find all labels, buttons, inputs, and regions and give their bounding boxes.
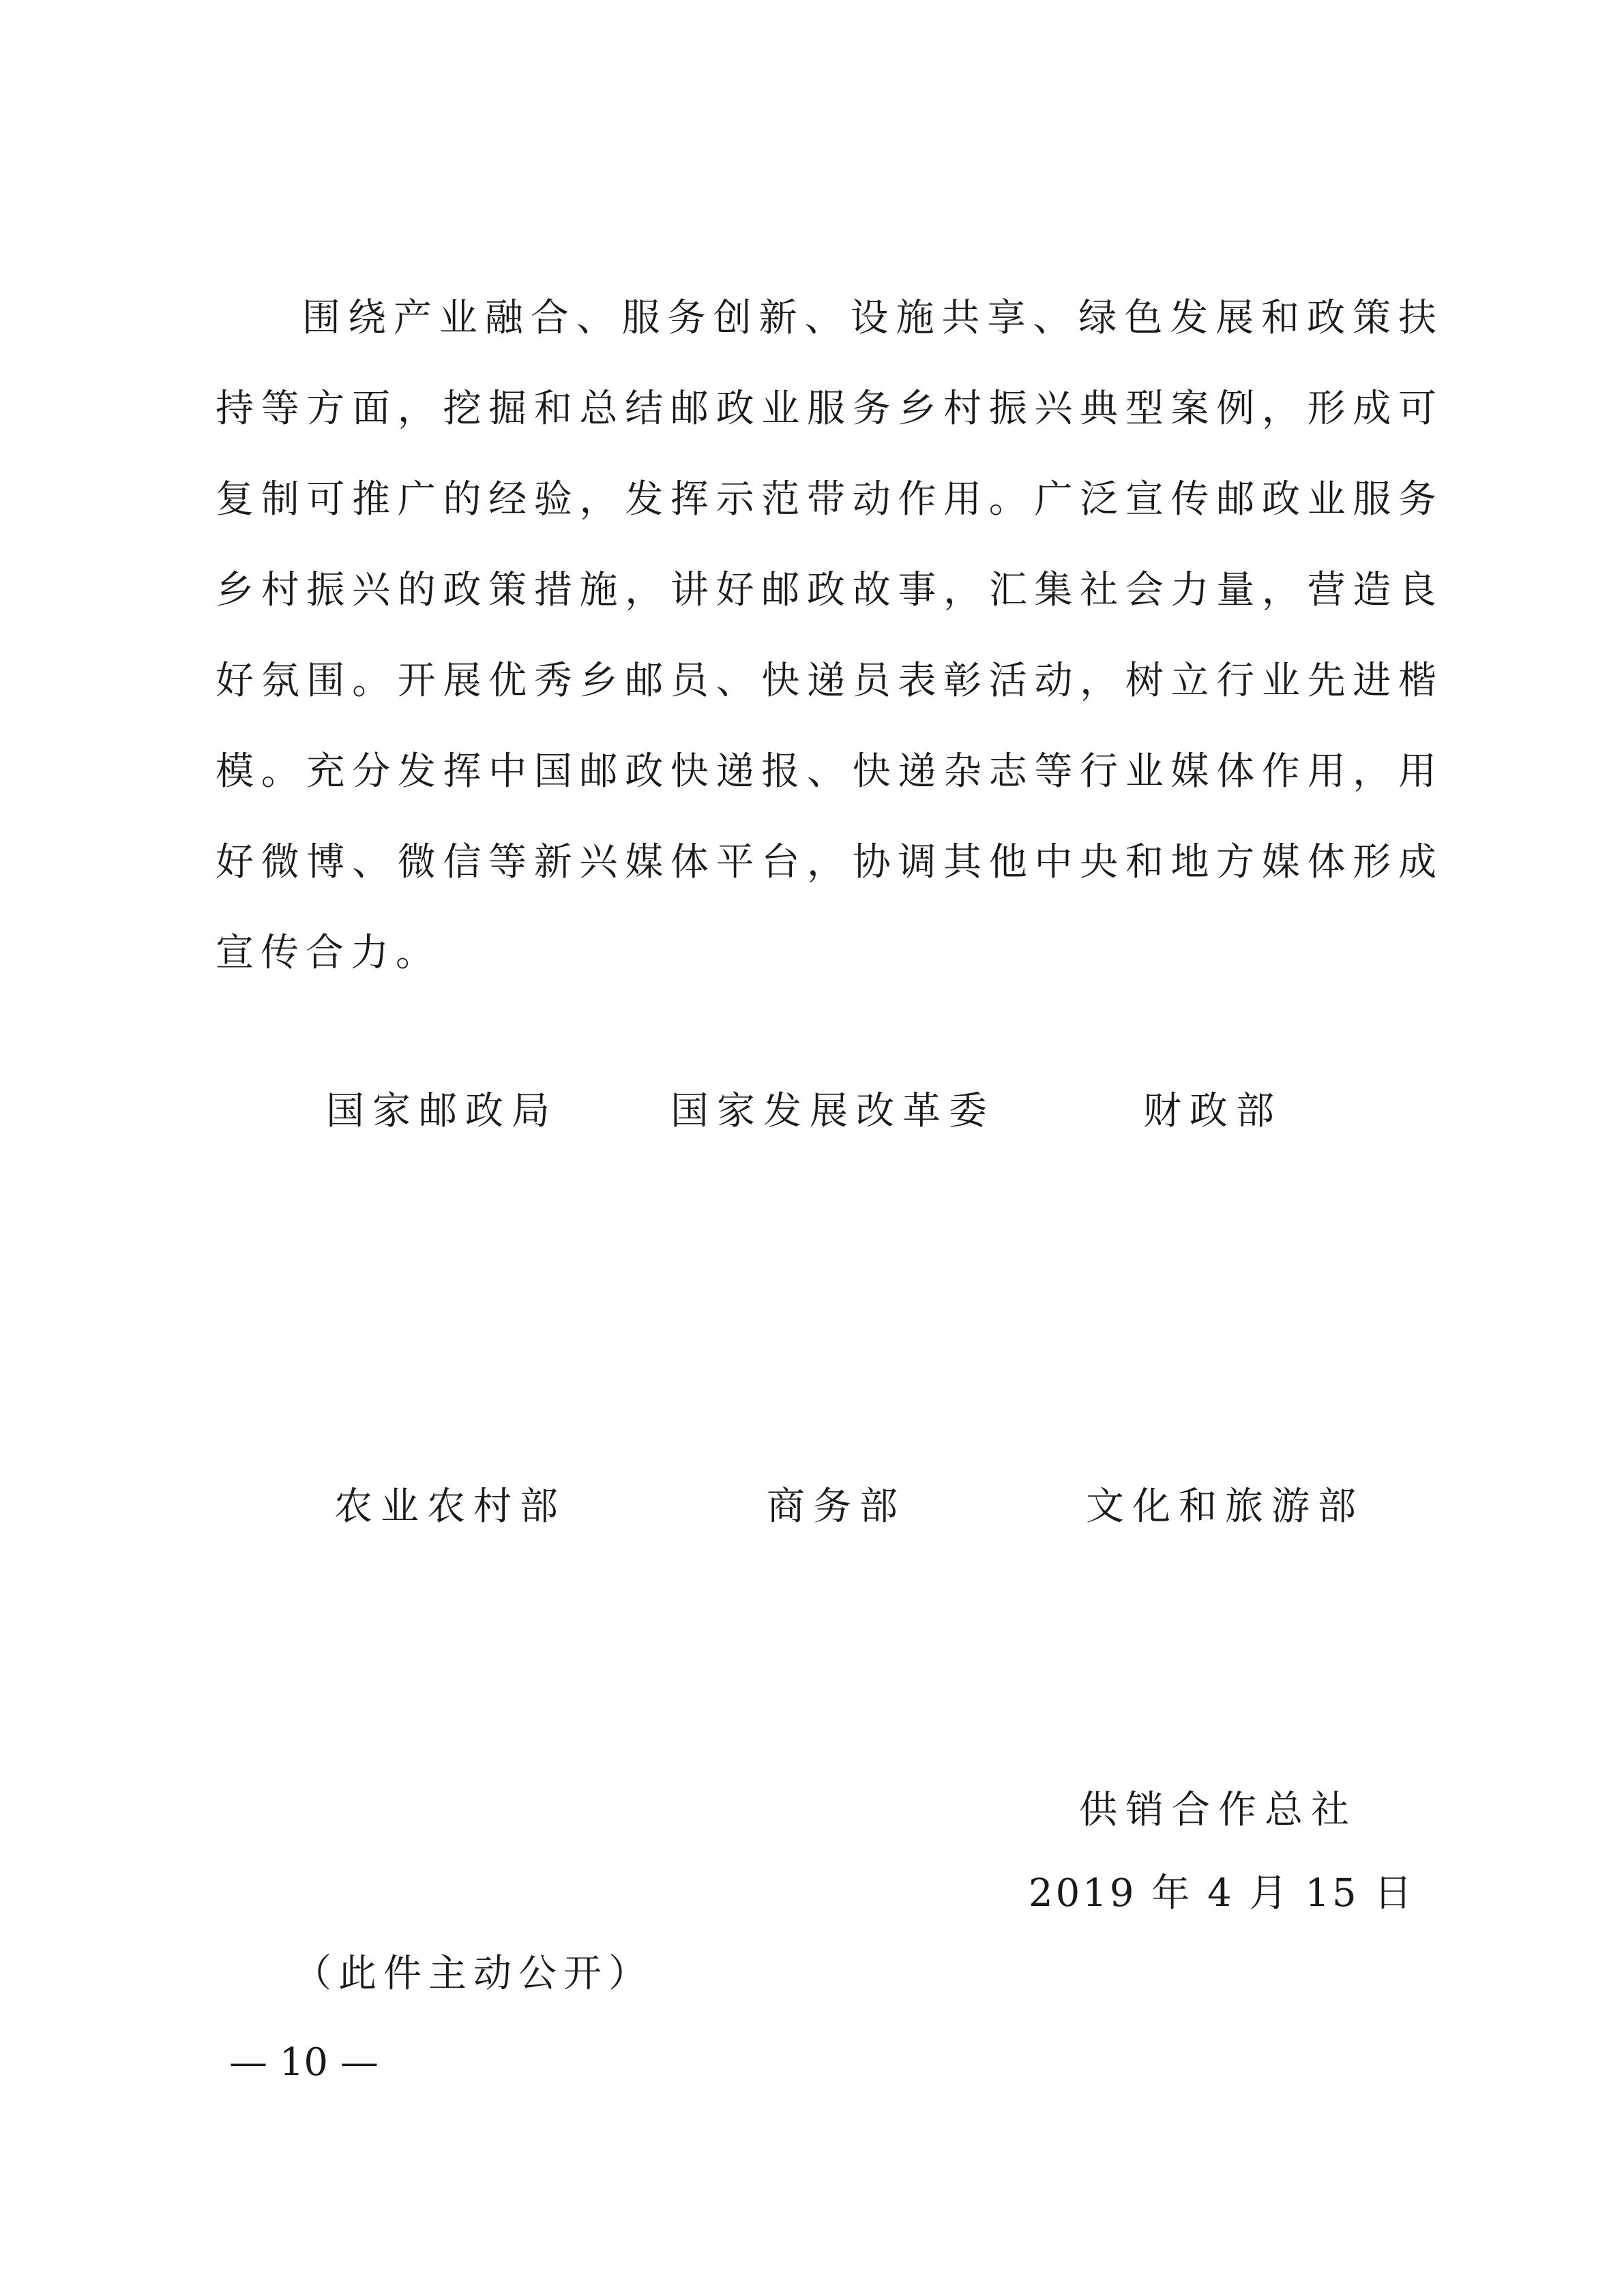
signatory-ministry-of-finance: 财政部	[1143, 1089, 1282, 1133]
disclosure-note: （此件主动公开）	[293, 1952, 653, 1996]
body-text	[216, 273, 1443, 998]
signatory-ministry-of-culture-tourism: 文化和旅游部	[1086, 1485, 1364, 1529]
page-number: — 10 —	[229, 2040, 379, 2085]
signatory-state-post-bureau: 国家邮政局	[326, 1089, 558, 1133]
signatory-ministry-of-agriculture: 农业农村部	[334, 1485, 566, 1529]
signatory-ministry-of-commerce: 商务部	[767, 1485, 906, 1529]
body-paragraph: 围绕产业融合、服务创新、设施共享、绿色发展和政策扶持等方面，挖掘和总结邮政业服务乡村振兴典型案例，形成可复制可推广的经验，发挥示范带动作用。广泛宣传邮政业服务乡村振兴的政策措施，讲好邮政故事，汇集社会力量，营造良好氛围。开展优秀乡邮员、快递员表彰活动，树立行业先进楷模。充分发挥中国邮政快递报、快递杂志等行业媒体作用，用好微博、微信等新兴媒体平台，协调其他中央和地方媒体形成宣传合力。	[216, 296, 1443, 975]
signatory-ndrc: 国家发展改革委	[670, 1089, 995, 1133]
issue-date: 2019 年 4 月 15 日	[1029, 1871, 1415, 1915]
signatory-supply-marketing-cooperative: 供销合作总社	[1079, 1788, 1357, 1832]
